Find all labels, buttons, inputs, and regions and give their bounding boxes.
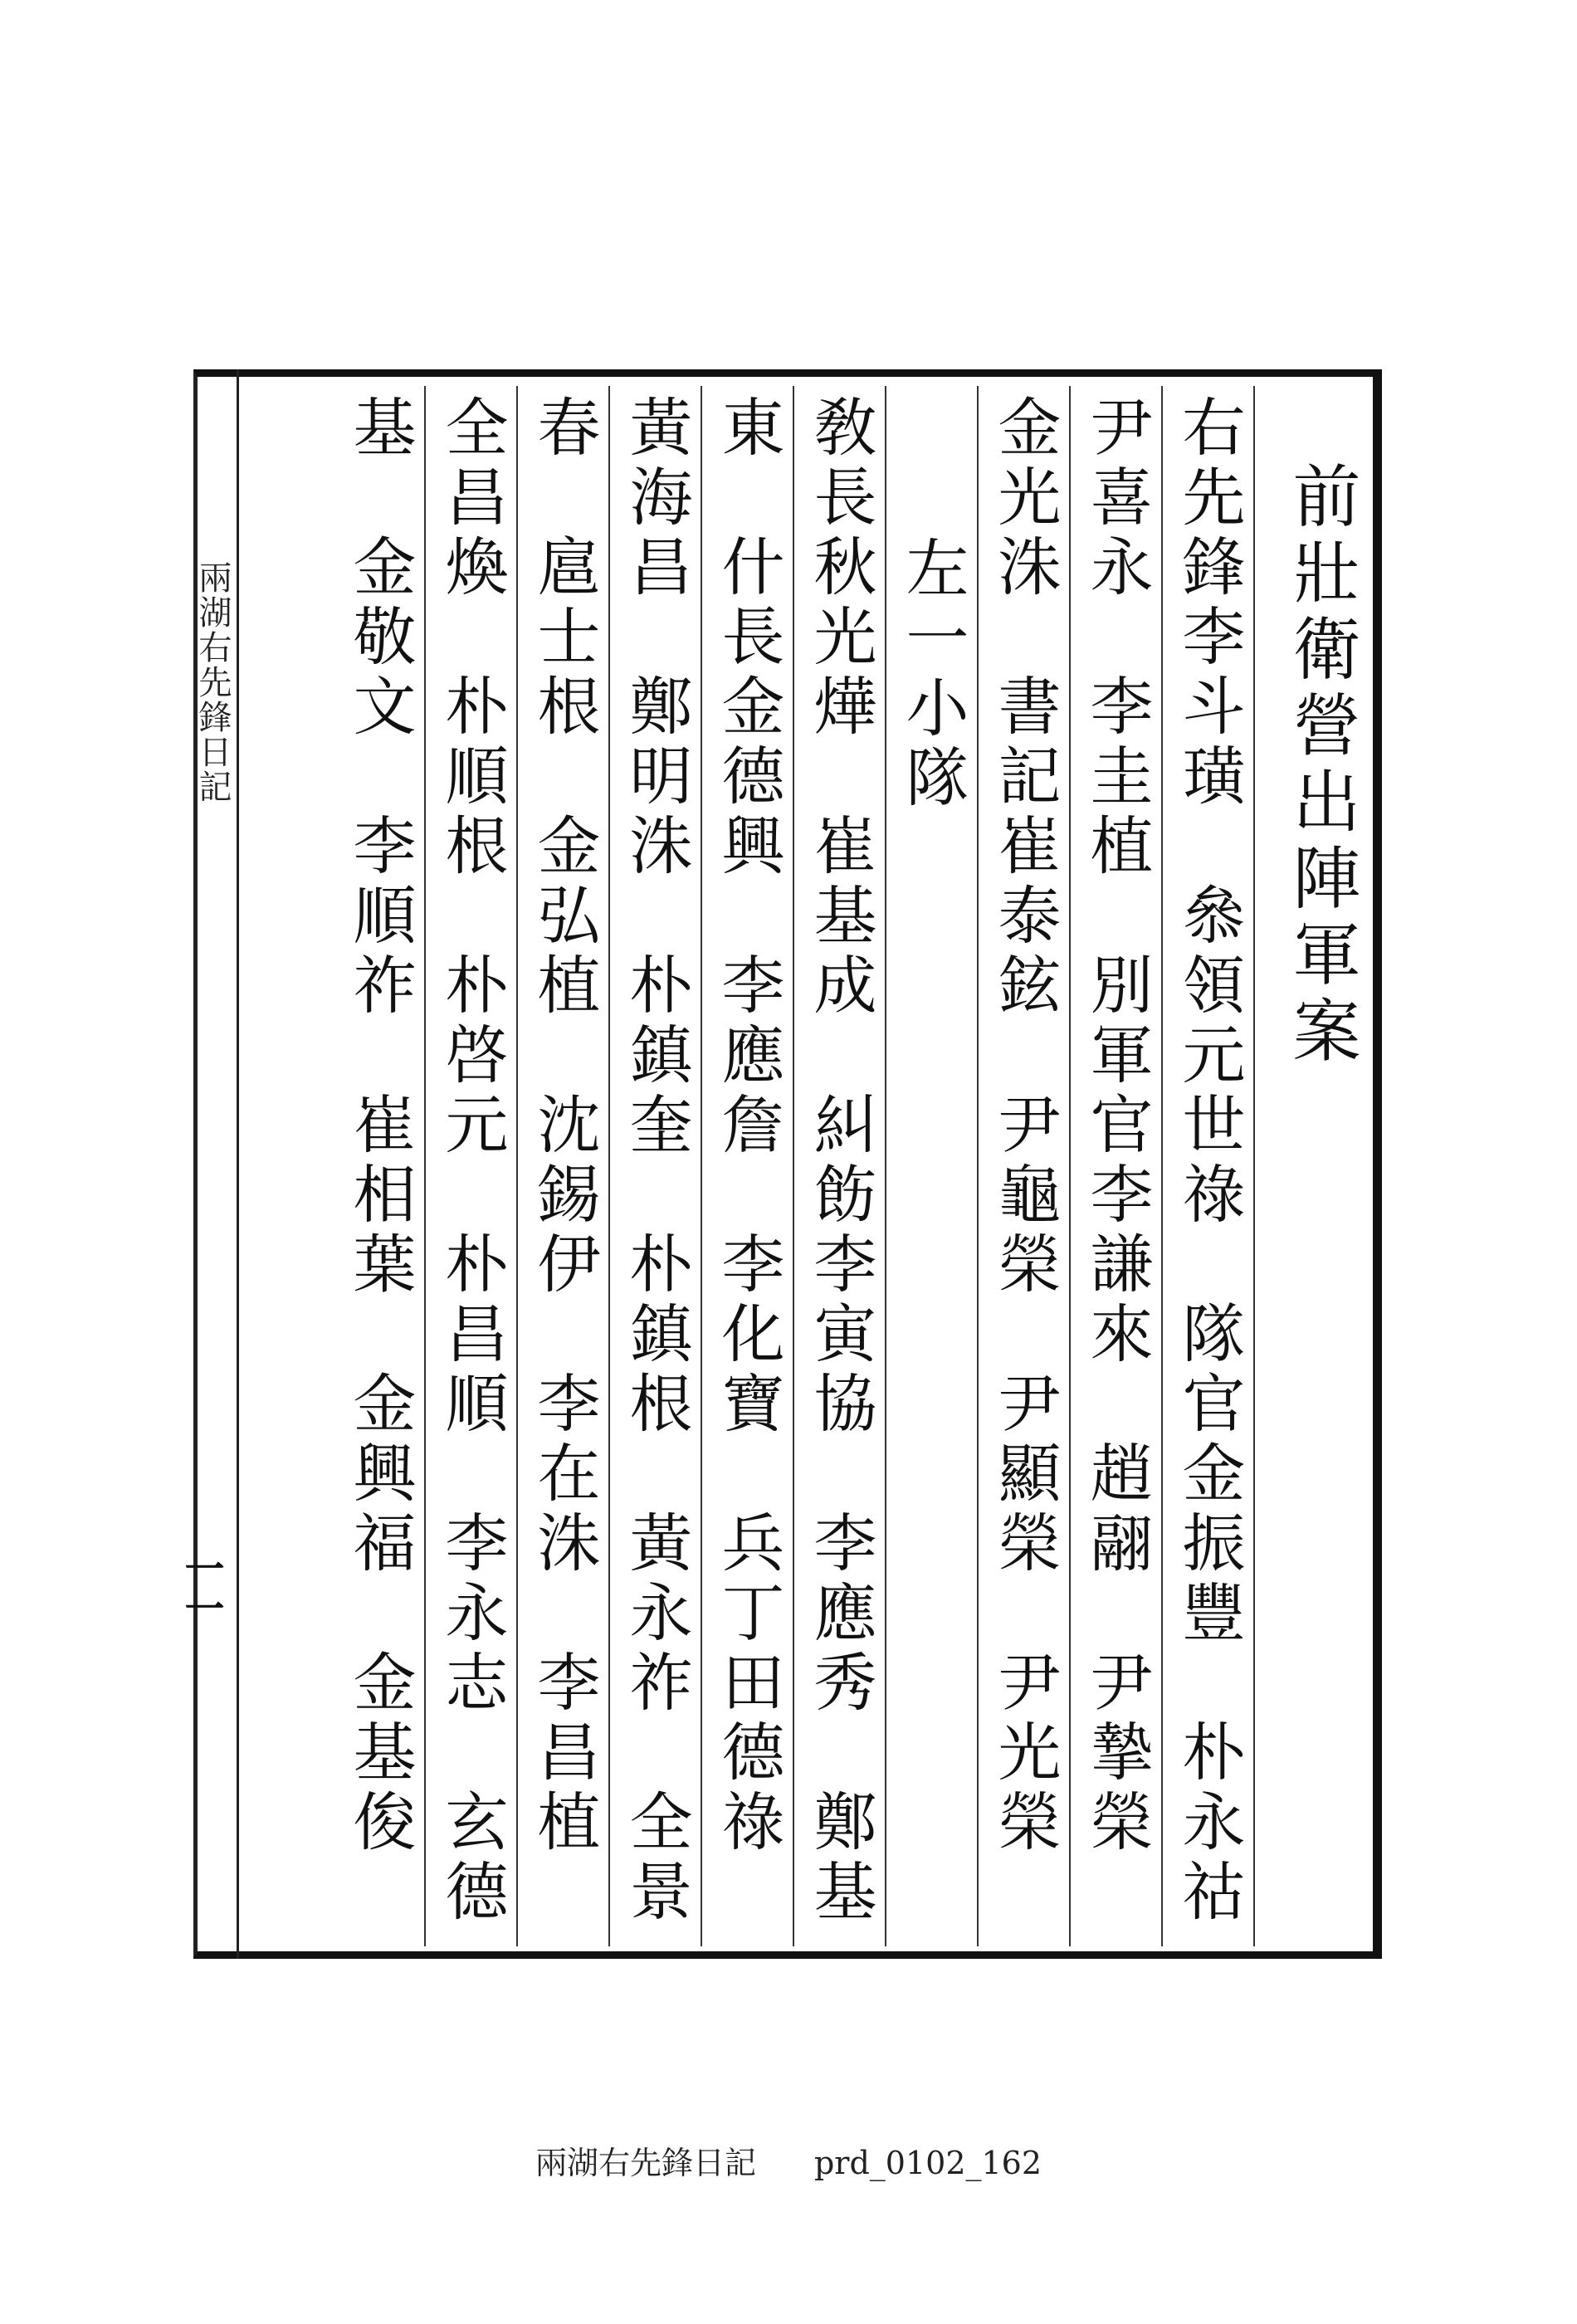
text-column-9: 全昌煥 朴順根 朴啓元 朴昌順 李永志 玄德 [424,386,516,1946]
text-column-6: 東 什長金德興 李應詹 李化寶 兵丁田德祿 [701,386,793,1946]
text-column-10: 基 金敬文 李順祚 崔相葉 金興福 金基俊 [343,394,417,1858]
text-column-7: 黃海昌 鄭明洙 朴鎮奎 朴鎮根 黃永祚 全景 [608,386,701,1946]
footer-book-title: 兩湖右先鋒日記 [535,2145,756,2181]
text-column-2: 尹喜永 李圭植 別軍官李謙來 趙翮 尹摯榮 [1069,386,1161,1946]
spine-title: 兩湖右先鋒日記 [193,560,232,804]
footer-image-id: prd_0102_162 [813,2145,1042,2181]
page-number: 一一 [178,1548,224,1628]
page-footer [0,2137,1577,2183]
document-title: 前壯衛營出陣軍案 [1253,386,1365,1946]
text-column-3: 金光洙 書記崔泰鉉 尹龜榮 尹顯榮 尹光榮 [977,386,1069,1946]
spine-rule [237,369,239,1959]
section-heading: 左一小隊 [885,386,977,1946]
text-columns [249,386,1365,1946]
text-column-8: 春 扈士根 金弘植 沈錫伊 李在洙 李昌植 [516,386,608,1946]
text-column-1: 右先鋒李斗璜 叅領元世祿 隊官金振豐 朴永祜 [1161,386,1253,1946]
text-column-5: 敎長秋光燁 崔基成 糾飭李寅協 李應秀 鄭基 [793,386,885,1946]
spine-margin [178,369,242,1959]
